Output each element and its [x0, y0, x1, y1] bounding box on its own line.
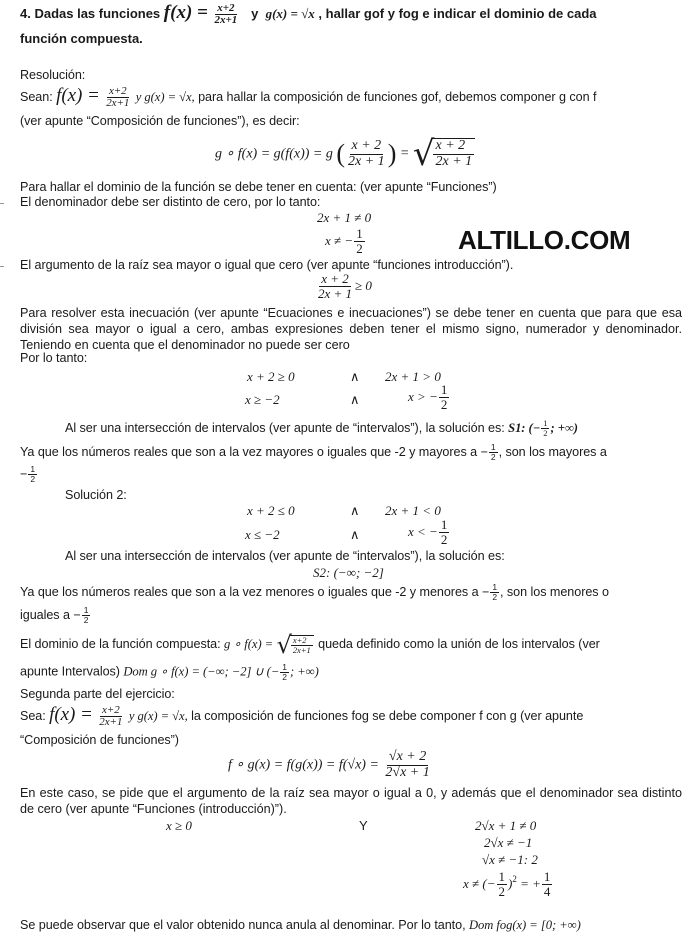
ya-que-2: Ya que los números reales que son a la vez menores o iguales que -2 y menores a − $\frac{1}{2}$ , son los menores o — [20, 582, 609, 602]
ya-que-1-line2: − $\frac{1}{2}$ — [20, 464, 35, 484]
composition-gof: g ∘ f(x) = g(f(x)) = g ( $\frac{x + 2}{2x + 1}$ ) = √ $\frac{x + 2}{2x + 1}$ — [215, 134, 476, 174]
para-resolver-paragraph: Para resolver esta inecuación (ver apunte “Ecuaciones e inecuaciones”) se debe tener en cuenta que para que esa división sea mayor o igual a cero, ambas expresiones deben tener el mismo signo, numerador y denominador. Teniendo en cuenta que el denominador no puede ser cero — [20, 306, 682, 352]
sea-line: Sea: f(x) = $\frac{x+2}{2x+1}$ y g(x) = √x, la composición de funciones fog se debe componer f con g (ver apunte — [20, 703, 584, 729]
sean-line — [20, 84, 596, 110]
ya-que-2-line2: iguales a − $\frac{1}{2}$ — [20, 605, 89, 625]
interseccion2: Al ser una intersección de intervalos (ver apunte de “intervalos”), la solución es: — [65, 549, 505, 563]
ineq-fraction-ge-zero: $\frac{x + 2}{2x + 1}$ ≥ 0 — [318, 271, 372, 301]
sol1-b1: 2x + 1 > 0 — [385, 369, 441, 384]
sean-fraction: $\frac{x+2}{2x+1}$ — [106, 84, 130, 110]
sol1-and-2: ∧ — [350, 392, 360, 407]
dominio-compuesta-line2: apunte Intervalos) Dom g ∘ f(x) = (−∞; −2] ∪ (− $\frac{1}{2}$ ; +∞) — [20, 662, 319, 682]
sol1-a2: x ≥ −2 — [245, 392, 280, 407]
cond-x-ge-zero: x ≥ 0 — [166, 818, 192, 833]
exercise-heading — [20, 2, 597, 27]
gof-fraction: $\frac{x + 2}{2x + 1}$ — [348, 137, 385, 169]
altillo-watermark: ALTILLO.COM — [458, 225, 631, 255]
composition-fog: f ∘ g(x) = f(g(x)) = f(√x) = $\frac{√x + 2}{2√x + 1}$ — [228, 749, 430, 780]
cond-r2: 2√x ≠ −1 — [484, 835, 533, 850]
heading-fraction: $\frac{x+2}{2x+1}$ — [214, 1, 238, 27]
ineq-x-not-half: x ≠ − $\frac{1}{2}$ — [325, 226, 363, 256]
sol2-and-1: ∧ — [350, 503, 360, 518]
final-domain: Dom fog(x) = [0; +∞) — [469, 918, 581, 932]
cond-r3: √x ≠ −1: 2 — [482, 852, 538, 867]
gof-sqrt-fraction: $\frac{x + 2}{2x + 1}$ — [432, 138, 475, 169]
argumento-text: El argumento de la raíz sea mayor o igual que cero (ver apunte “funciones introducción”). — [20, 258, 514, 272]
cond-r1: 2√x + 1 ≠ 0 — [475, 818, 537, 833]
sol2-a1: x + 2 ≤ 0 — [247, 503, 295, 518]
s2-label: S2: (−∞; −2] — [313, 565, 384, 580]
sean-line2: (ver apunte “Composición de funciones”), es decir: — [20, 114, 300, 128]
heading-rest: , hallar gof y fog e indicar el dominio de cada — [318, 6, 597, 21]
ya-que-1: Ya que los números reales que son a la vez mayores o iguales que -2 y mayores a − $\frac{1}{2}$ , son los mayores a — [20, 442, 607, 462]
s1-label: S1: (− — [508, 420, 541, 435]
gof-eq: = — [399, 146, 410, 161]
dominio-compuesta: El dominio de la función compuesta: g ∘ f(x) = √ $\frac{x+2}{2x+1}$ queda definido como la unión de los intervalos (ver — [20, 631, 600, 659]
heading-fx: f(x) = — [163, 2, 208, 23]
sol2-and-2: ∧ — [350, 527, 360, 542]
sean-gx: y g(x) = √x, — [135, 90, 195, 104]
sol1-and-1: ∧ — [350, 369, 360, 384]
dominio-intro: Para hallar el dominio de la función se debe tener en cuenta: (ver apunte “Funciones”) — [20, 180, 497, 194]
segunda-parte: Segunda parte del ejercicio: — [20, 687, 175, 701]
sea-line2: “Composición de funciones”) — [20, 733, 179, 747]
cond-r4: x ≠ (− $\frac{1}{2}$ )$^2$ = + $\frac{1}{4}$ — [463, 869, 551, 899]
cond-y: Y — [359, 818, 368, 833]
interseccion1: Al ser una intersección de intervalos (ver apunte de “intervalos”), la solución es: S1: (− $\frac{1}{2}$ ; +∞) — [65, 418, 578, 438]
sol1-a1: x + 2 ≥ 0 — [247, 369, 295, 384]
sol2-b2: x < − $\frac{1}{2}$ — [408, 517, 448, 547]
bullet-dash — [0, 203, 4, 204]
por-lo-tanto: Por lo tanto: — [20, 351, 88, 365]
sol2-b1: 2x + 1 < 0 — [385, 503, 441, 518]
sean-rest: para hallar la composición de funciones gof, debemos componer g con f — [198, 90, 597, 104]
sean-fx: f(x) = — [56, 85, 100, 106]
heading-line2: función compuesta. — [20, 31, 143, 46]
en-este-caso-paragraph: En este caso, se pide que el argumento de la raíz sea mayor o igual a 0, y además que el denominador sea distinto de cero (ver apunte “Funciones (introducción)”). — [20, 786, 682, 816]
heading-gx: g(x) = √x — [265, 6, 315, 21]
final-line: Se puede observar que el valor obtenido nunca anula al denominar. Por lo tanto, Dom fog(x) = [0; +∞) — [20, 918, 581, 932]
gof-lhs: g ∘ f(x) = g(f(x)) = g — [215, 146, 333, 162]
bullet-dash-2 — [0, 266, 4, 267]
sean-label: Sean: — [20, 90, 53, 104]
ineq-denominator: 2x + 1 ≠ 0 — [317, 210, 372, 225]
solucion2-label: Solución 2: — [65, 488, 127, 502]
heading-and: y — [251, 6, 259, 21]
denominador-text: El denominador debe ser distinto de cero, por lo tanto: — [20, 195, 321, 209]
sol1-b2: x > − $\frac{1}{2}$ — [408, 382, 448, 412]
sol2-a2: x ≤ −2 — [245, 527, 280, 542]
resolucion-label: Resolución: — [20, 68, 86, 82]
heading-number: 4. Dadas las funciones — [20, 6, 161, 21]
